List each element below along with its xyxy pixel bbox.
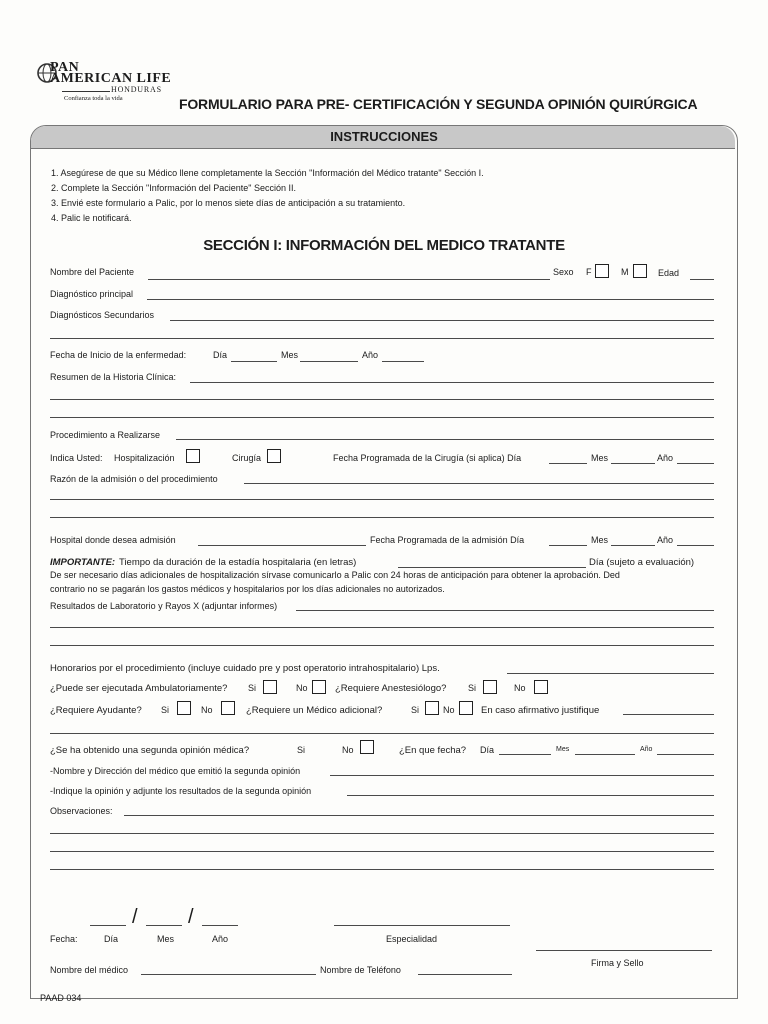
sign-date-label: Fecha: (50, 934, 78, 944)
observations-field[interactable] (124, 815, 714, 816)
second-opinion-label: ¿Se ha obtenido una segunda opinión médica? (50, 745, 250, 756)
clinical-history-field[interactable] (190, 382, 714, 383)
main-diagnosis-field[interactable] (147, 299, 714, 300)
admission-day-field[interactable] (549, 545, 587, 546)
admission-reason-field-3[interactable] (50, 517, 714, 518)
onset-month-label: Mes (281, 350, 299, 360)
ambulatory-yes-checkbox[interactable] (263, 680, 277, 694)
phone-field[interactable] (418, 974, 512, 975)
patient-name-field[interactable] (148, 279, 550, 280)
justify-field-2[interactable] (50, 733, 714, 734)
ambulatory-no-checkbox[interactable] (312, 680, 326, 694)
ambulatory-yes-label: Si (248, 683, 257, 693)
sign-day-label: Día (104, 934, 119, 944)
admission-reason-field-2[interactable] (50, 499, 714, 500)
ambulatory-label: ¿Puede ser ejecutada Ambulatoriamente? (50, 683, 228, 694)
second-opinion-no-checkbox[interactable] (360, 740, 374, 754)
anesthesiologist-no-checkbox[interactable] (534, 680, 548, 694)
admission-date-label: Fecha Programada de la admisión Día (370, 535, 525, 545)
lab-results-field[interactable] (296, 610, 714, 611)
onset-year-field[interactable] (382, 361, 424, 362)
logo-tagline: Confianza toda la vida (64, 95, 123, 102)
additional-doctor-yes-checkbox[interactable] (425, 701, 439, 715)
phone-label: Nombre de Teléfono (320, 965, 401, 975)
secondary-diagnosis-field-2[interactable] (50, 338, 714, 339)
sex-f-checkbox[interactable] (595, 264, 609, 278)
second-opinion-year-field[interactable] (657, 754, 714, 755)
instructions-header: INSTRUCCIONES (330, 129, 438, 144)
assistant-label: ¿Requiere Ayudante? (50, 705, 142, 716)
surgery-year-field[interactable] (677, 463, 714, 464)
assistant-yes-label: Si (161, 705, 170, 715)
clinical-history-field-3[interactable] (50, 417, 714, 418)
sign-year-label: Año (212, 934, 229, 944)
admission-reason-field[interactable] (244, 483, 714, 484)
stay-evaluation-label: Día (sujeto a evaluación) (589, 557, 695, 568)
ambulatory-no-label: No (296, 683, 308, 693)
patient-name-label: Nombre del Paciente (50, 267, 135, 277)
clinical-history-label: Resumen de la Historia Clínica: (50, 372, 177, 382)
sex-label: Sexo (553, 267, 574, 277)
main-diagnosis-label: Diagnóstico principal (50, 289, 134, 299)
admission-month-label: Mes (591, 535, 609, 545)
assistant-yes-checkbox[interactable] (177, 701, 191, 715)
anesthesiologist-yes-checkbox[interactable] (483, 680, 497, 694)
observations-field-4[interactable] (50, 869, 714, 870)
hospital-label: Hospital donde desea admisión (50, 535, 176, 545)
sign-month-label: Mes (157, 934, 175, 944)
age-label: Edad (658, 268, 680, 278)
extra-days-note-2: contrario no se pagarán los gastos médicos y hospitalarios por los días adicionales no autorizados. (50, 584, 445, 594)
stay-duration-field[interactable] (398, 567, 586, 568)
date-separator-1: / (132, 906, 138, 928)
age-field[interactable] (690, 279, 714, 280)
date-separator-2: / (188, 906, 194, 928)
secondary-diagnosis-label: Diagnósticos Secundarios (50, 310, 155, 320)
sign-day-field[interactable] (90, 925, 126, 926)
surgery-month-label: Mes (591, 453, 609, 463)
second-opinion-year-label: Año (640, 746, 653, 753)
instruction-1: 1. Asegúrese de que su Médico llene completamente la Sección "Información del Médico tratante" Sección I. (51, 168, 484, 178)
signature-field[interactable] (536, 950, 712, 951)
observations-field-2[interactable] (50, 833, 714, 834)
onset-year-label: Año (362, 350, 379, 360)
anesthesiologist-no-label: No (514, 683, 526, 693)
additional-doctor-label: ¿Requiere un Médico adicional? (246, 705, 383, 716)
instruction-3: 3. Envié este formulario a Palic, por lo menos siete días de anticipación a su tratamiento. (51, 198, 406, 208)
sign-month-field[interactable] (146, 925, 182, 926)
logo-line2: AMERICAN LIFE (50, 71, 172, 86)
hospitalization-checkbox[interactable] (186, 449, 200, 463)
justify-field[interactable] (623, 714, 714, 715)
onset-day-label: Día (213, 350, 228, 360)
instruction-4: 4. Palic le notificará. (51, 213, 132, 223)
sex-m-label: M (621, 267, 629, 277)
additional-doctor-no-checkbox[interactable] (459, 701, 473, 715)
surgery-label: Cirugía (232, 453, 262, 463)
procedure-field[interactable] (176, 439, 714, 440)
lab-results-field-3[interactable] (50, 645, 714, 646)
additional-doctor-no-label: No (443, 705, 455, 715)
specialty-field[interactable] (334, 925, 510, 926)
observations-field-3[interactable] (50, 851, 714, 852)
doctor-name-field[interactable] (141, 974, 316, 975)
hospital-field[interactable] (198, 545, 366, 546)
surgery-checkbox[interactable] (267, 449, 281, 463)
procedure-label: Procedimiento a Realizarse (50, 430, 161, 440)
onset-date-label: Fecha de Inicio de la enfermedad: (50, 350, 187, 360)
anesthesiologist-label: ¿Requiere Anestesiólogo? (335, 683, 447, 694)
assistant-no-checkbox[interactable] (221, 701, 235, 715)
observations-label: Observaciones: (50, 806, 113, 816)
additional-doctor-yes-label: Si (411, 705, 420, 715)
surgery-day-field[interactable] (549, 463, 587, 464)
section-1-title: SECCIÓN I: INFORMACIÓN DEL MEDICO TRATANTE (203, 237, 565, 254)
assistant-no-label: No (201, 705, 213, 715)
anesthesiologist-yes-label: Si (468, 683, 477, 693)
sex-f-label: F (586, 267, 592, 277)
indicate-label: Indica Usted: (50, 453, 103, 463)
sign-year-field[interactable] (202, 925, 238, 926)
onset-day-field[interactable] (231, 361, 277, 362)
lab-results-label: Resultados de Laboratorio y Rayos X (adjuntar informes) (50, 601, 278, 611)
justify-label: En caso afirmativo justifique (481, 705, 600, 716)
onset-month-field[interactable] (300, 361, 358, 362)
second-opinion-month-field[interactable] (575, 754, 635, 755)
specialty-label: Especialidad (386, 934, 438, 944)
stay-duration-label: Tiempo da duración de la estadía hospitalaria (en letras) (119, 557, 357, 568)
extra-days-note-1: De ser necesario días adicionales de hospitalización sírvase comunicarlo a Palic con 24 horas de anticipación para obtener la aprobación. Ded (50, 570, 620, 580)
admission-year-label: Año (657, 535, 674, 545)
form-code: PAAD 034 (40, 993, 82, 1003)
instruction-2: 2. Complete la Sección "Información del Paciente" Sección II. (51, 183, 297, 193)
fees-field[interactable] (507, 673, 714, 674)
admission-reason-label: Razón de la admisión o del procedimiento (50, 474, 218, 484)
logo-country: HONDURAS (111, 85, 162, 94)
surgery-month-field[interactable] (611, 463, 655, 464)
signature-label: Firma y Sello (591, 958, 644, 968)
surgery-date-label: Fecha Programada de la Cirugía (si aplica) Día (333, 453, 522, 463)
second-opinion-yes-label: Si (297, 745, 306, 755)
doctor-name-label: Nombre del médico (50, 965, 129, 975)
admission-month-field[interactable] (611, 545, 655, 546)
second-results-field[interactable] (347, 795, 714, 796)
lab-results-field-2[interactable] (50, 627, 714, 628)
sex-m-checkbox[interactable] (633, 264, 647, 278)
important-label: IMPORTANTE: (50, 557, 116, 568)
second-opinion-no-label: No (342, 745, 354, 755)
surgery-year-label: Año (657, 453, 674, 463)
second-doctor-field[interactable] (330, 775, 714, 776)
logo-line1: PAN (50, 60, 80, 75)
second-results-label: -Indique la opinión y adjunte los resultados de la segunda opinión (50, 786, 312, 796)
fees-label: Honorarios por el procedimiento (incluye cuidado pre y post operatorio intrahospitalario) Lps. (50, 663, 440, 674)
second-opinion-date-label: ¿En que fecha? (399, 745, 467, 756)
second-doctor-label: -Nombre y Dirección del médico que emitió la segunda opinión (50, 766, 301, 776)
secondary-diagnosis-field[interactable] (170, 320, 714, 321)
clinical-history-field-2[interactable] (50, 399, 714, 400)
admission-year-field[interactable] (677, 545, 714, 546)
second-opinion-month-label: Mes (556, 746, 570, 753)
second-opinion-day-field[interactable] (499, 754, 551, 755)
form-title: FORMULARIO PARA PRE- CERTIFICACIÓN Y SEGUNDA OPINIÓN QUIRÚRGICA (179, 96, 698, 112)
hospitalization-label: Hospitalización (114, 453, 175, 463)
second-opinion-day-label: Día (480, 745, 495, 755)
